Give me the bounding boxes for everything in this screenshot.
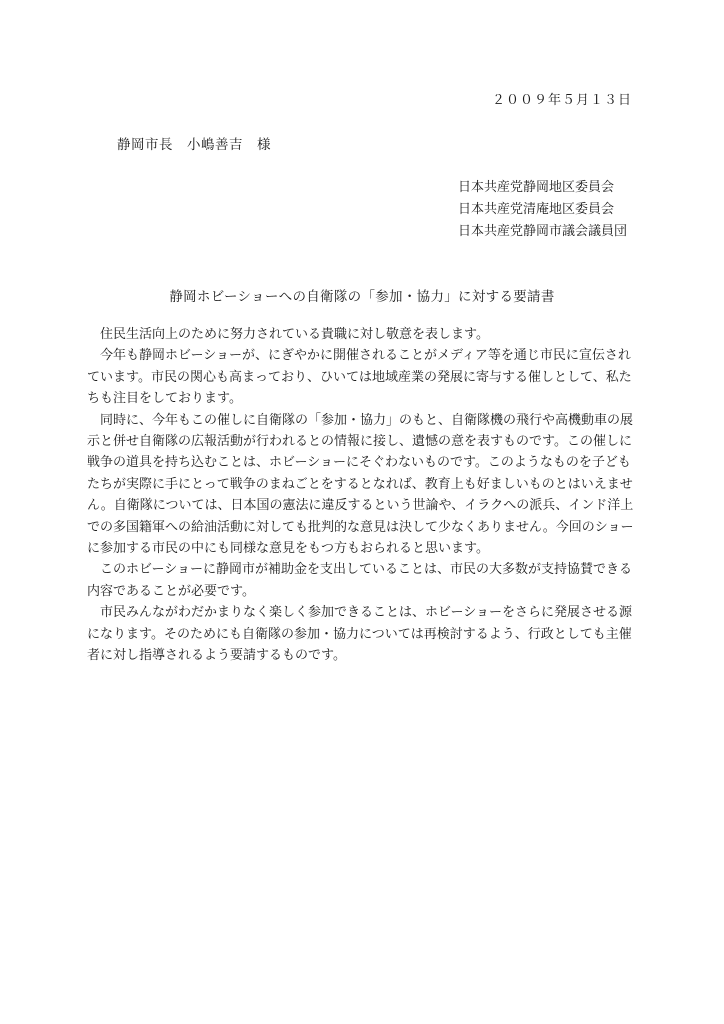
body-paragraph: 同時に、今年もこの催しに自衛隊の「参加・協力」のもと、自衛隊機の飛行や高機動車の展示と併せ自衛隊の広報活動が行われるとの情報に接し、遺憾の意を表すものです。この催しに戦争の道具を持ち込むことは、ホビーショーにそぐわないものです。このようなものを子どもたちが実際に手にとって戦争のまねごとをするとなれば、教育上も好ましいものとはいえません。自衛隊については、日本国の憲法に違反するという世論や、イラクへの派兵、インド洋上での多国籍軍への給油活動に対しても批判的な意見は決して少なくありません。今回のショーに参加する市民の中にも同様な意見をもつ方もおられると思います。 (87, 412, 634, 557)
letter-date: ２００９年５月１３日 (491, 93, 632, 108)
body-paragraph: 今年も静岡ホビーショーが、にぎやかに開催されることがメディア等を通じ市民に宣伝されています。市民の関心も高まっており、ひいては地域産業の発展に寄与する催しとして、私たちも注目をしております。 (87, 348, 632, 407)
body-paragraph: このホビーショーに静岡市が補助金を支出していることは、市民の大多数が支持協賛できる内容であることが必要です。 (87, 562, 632, 599)
sender-line: 日本共産党静岡地区委員会 (458, 180, 615, 195)
sender-line: 日本共産党清庵地区委員会 (458, 202, 615, 217)
document-title: 静岡ホビーショーへの自衛隊の「参加・協力」に対する要請書 (169, 289, 555, 305)
body-paragraph: 市民みんながわだかまりなく楽しく参加できることは、ホビーショーをさらに発展させる源になります。そのためにも自衛隊の参加・協力については再検討するよう、行政としても主催者に対し指導されるよう要請するものです。 (87, 605, 632, 664)
sender-block (458, 177, 627, 243)
recipient-line: 静岡市長 小嶋善吉 様 (117, 137, 271, 153)
body-paragraph: 住民生活向上のために努力されている貴職に対し敬意を表します。 (100, 327, 489, 342)
sender-line: 日本共産党静岡市議会議員団 (458, 224, 628, 239)
letter-body (87, 324, 637, 667)
